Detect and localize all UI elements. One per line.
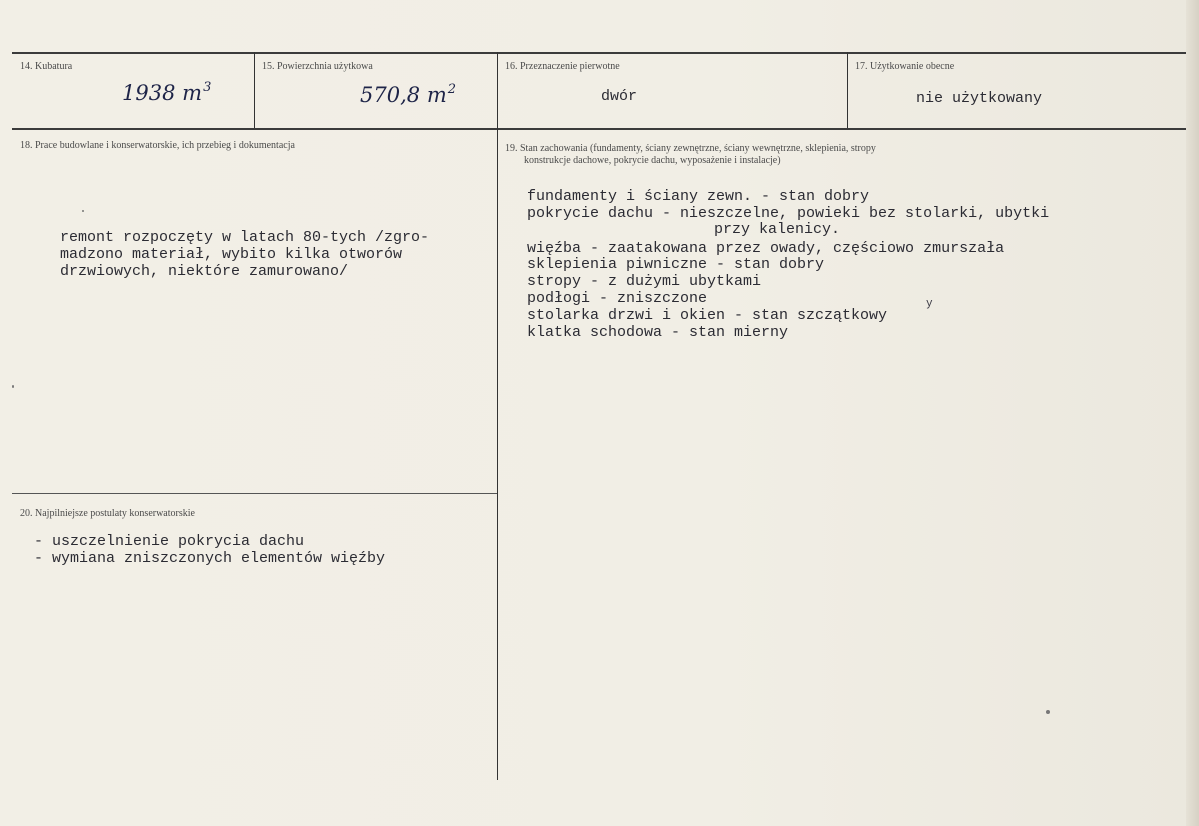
field15-label: 15. Powierzchnia użytkowa (262, 61, 373, 72)
field14-handwritten-value (122, 80, 211, 105)
box18-bottom-rule (12, 493, 497, 494)
field15-unit-exp: 2 (447, 82, 457, 97)
field19-line-7: podłogi - zniszczone (527, 290, 708, 307)
field20-line-2: - wymiana zniszczonych elementów więźby (34, 550, 386, 567)
field19-line-5: sklepienia piwniczne - stan dobry (527, 256, 825, 273)
row1-bottom-rule (12, 128, 1186, 130)
field17-value: nie użytkowany (916, 90, 1043, 107)
field15-handwritten-value (360, 82, 456, 107)
field15-value: 570,8 (360, 83, 421, 107)
field20-label: 20. Najpilniejsze postulaty konserwatorskie (20, 508, 195, 519)
field16-label: 16. Przeznaczenie pierwotne (505, 61, 620, 72)
field19-line-4: więźba - zaatakowana przez owady, częściowo zmurszała (527, 240, 1005, 257)
field17-label: 17. Użytkowanie obecne (855, 61, 955, 72)
field18-line-1: remont rozpoczęty w latach 80-tych /zgro- (60, 229, 430, 246)
field18-line-3: drzwiowych, niektóre zamurowano/ (60, 263, 349, 280)
field19-line-9: klatka schodowa - stan mierny (527, 324, 789, 341)
paper-speck (1046, 710, 1050, 714)
paper-edge (1186, 0, 1199, 826)
field16-value: dwór (601, 88, 638, 105)
field19-line-2: pokrycie dachu - nieszczelne, powieki bez stolarki, ubytki (527, 205, 1050, 222)
divider-14-15 (254, 52, 255, 128)
field15-unit: m (426, 83, 447, 107)
field18-line-2: madzono materiał, wybito kilka otworów (60, 246, 403, 263)
field19-label-line-2: konstrukcje dachowe, pokrycie dachu, wyposażenie i instalacje) (524, 155, 781, 166)
divider-main (497, 52, 498, 780)
field14-label: 14. Kubatura (20, 61, 73, 72)
paper-speck (82, 210, 84, 212)
field19-line-3: przy kalenicy. (714, 221, 841, 238)
field14-unit-exp: 3 (203, 80, 212, 95)
paper-speck (12, 385, 14, 388)
field19-line-1: fundamenty i ściany zewn. - stan dobry (527, 188, 870, 205)
field19-insertion-mark: y (926, 298, 933, 310)
field20-line-1: - uszczelnienie pokrycia dachu (34, 533, 305, 550)
field19-line-6: stropy - z dużymi ubytkami (527, 273, 762, 290)
field14-value: 1938 (122, 81, 176, 105)
field14-unit: m (182, 81, 203, 105)
field18-label: 18. Prace budowlane i konserwatorskie, ich przebieg i dokumentacja (20, 140, 295, 151)
top-rule (12, 52, 1186, 54)
field19-label-line-1: 19. Stan zachowania (fundamenty, ściany zewnętrzne, ściany wewnętrzne, sklepienia, stropy (505, 143, 876, 154)
field19-line-8: stolarka drzwi i okien - stan szczątkowy (527, 307, 888, 324)
divider-16-17 (847, 52, 848, 128)
